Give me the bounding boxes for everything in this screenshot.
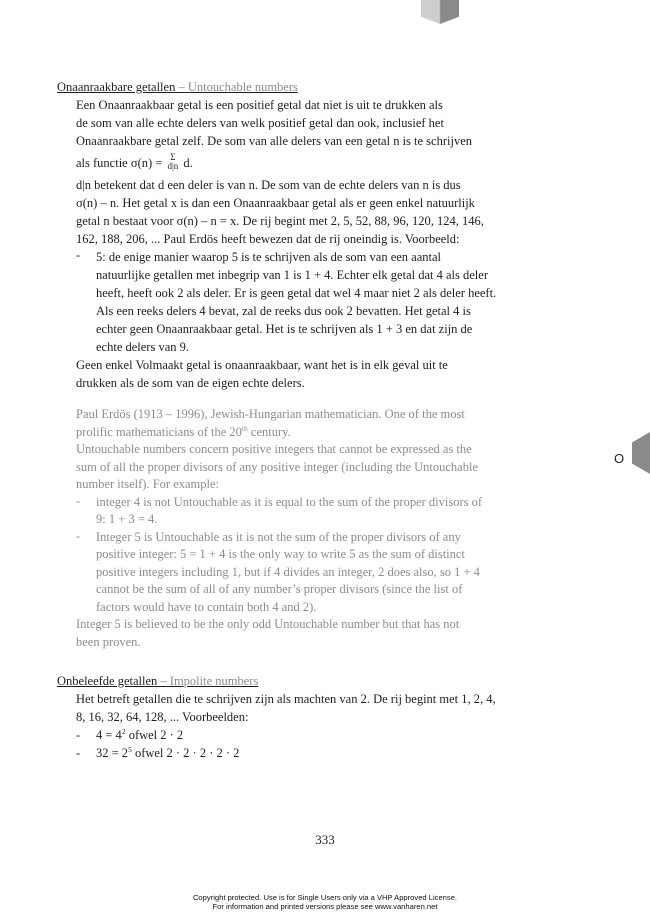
text-line: positive integer: 5 = 1 + 4 is the only way to write 5 as the sum of distinct [96, 547, 465, 561]
superscript: 5 [128, 744, 132, 754]
list-item [76, 248, 506, 356]
heading-dutch: Onaanraakbare getallen [57, 80, 176, 94]
text-line: echter geen Onaanraakbaar getal. Het is te schrijven als 1 + 3 en dat zijn de [96, 322, 473, 336]
bullet-mark: - [76, 248, 81, 262]
text-fragment: ofwel 2 · 2 · 2 · 2 · 2 [131, 746, 240, 760]
text-fragment: century. [247, 424, 291, 439]
heading-dutch: Onbeleefde getallen [57, 674, 158, 688]
sum-symbol: Σ [170, 152, 176, 163]
text-line: 5: de enige manier waarop 5 is te schrijven als de som van een aantal [96, 250, 442, 264]
untouchable-english-text [76, 406, 506, 651]
heading-english: Untouchable numbers [187, 80, 298, 94]
text-line: Integer 5 is believed to be the only odd Untouchable number but that has not [76, 617, 460, 631]
text-line [76, 424, 506, 442]
copyright-footer [0, 893, 650, 911]
text-line: σ(n) – n. Het getal x is dan een Onaanraakbaar getal als er geen enkel natuurlijk [76, 196, 475, 210]
footer-line: Copyright protected. Use is for Single Users only via a VHP Approved License. [192, 893, 458, 902]
text-line: number itself). For example: [76, 477, 220, 491]
heading-separator: – [160, 674, 167, 688]
text-line: 9: 1 + 3 = 4. [96, 512, 158, 526]
text-line: natuurlijke getallen met inbegrip van 1 is 1 + 4. Echter elk getal dat 4 als deler [96, 268, 488, 282]
footer-line: For information and printed versions please see www.vanharen.net [212, 902, 438, 911]
list-item [76, 529, 506, 617]
text-fragment: 4 = 4 [96, 728, 122, 742]
bullet-mark: - [76, 728, 81, 742]
list-item [76, 494, 506, 529]
text-line: Het betreft getallen die te schrijven zijn als machten van 2. De rij begint met 1, 2, 4, [76, 692, 496, 706]
text-line: getal n bestaat voor σ(n) – n = x. De rij begint met 2, 5, 52, 88, 96, 120, 124, 146, [76, 214, 484, 228]
text-line: echte delers van 9. [96, 340, 190, 354]
chapter-tab-side [632, 432, 650, 474]
section-heading-impolite [57, 673, 258, 689]
chapter-tab-top [421, 0, 459, 24]
text-line: sum of all the proper divisors of any positive integer (including the Untouchable [76, 459, 478, 474]
heading-english: Impolite numbers [169, 674, 259, 688]
text-line: drukken als de som van de eigen echte delers. [76, 376, 305, 390]
text-fragment: 32 = 2 [96, 746, 129, 760]
bullet-mark: - [76, 746, 81, 760]
sum-subscript: d|n [167, 161, 179, 172]
text-line: Een Onaanraakbaar getal is een positief getal dat niet is uit te drukken als [76, 98, 443, 112]
impolite-text [76, 690, 506, 762]
text-line: positive integers including 1, but if 4 divides an integer, 2 does also, so 1 + 4 [96, 564, 480, 579]
text-line: integer 4 is not Untouchable as it is equal to the sum of the proper divisors of [96, 494, 483, 509]
sum-operator [167, 153, 178, 171]
text-line: Onaanraakbare getal zelf. De som van alle delers van een getal n is te schrijven [76, 134, 473, 148]
text-line: 8, 16, 32, 64, 128, ... Voorbeelden: [76, 710, 249, 724]
text-line: Untouchable numbers concern positive integers that cannot be expressed as the [76, 442, 472, 456]
list-item [76, 726, 506, 744]
bullet-mark: - [76, 528, 81, 543]
list-item [76, 744, 506, 762]
text-line: 162, 188, 206, ... Paul Erdös heeft bewezen dat de rij oneindig is. Voorbeeld: [76, 232, 460, 246]
superscript: 2 [121, 726, 126, 736]
text-fragment: ofwel 2 · 2 [125, 728, 184, 742]
text-line: cannot be the sum of all of any number’s proper divisors (since the list of [96, 582, 463, 596]
text-line: heeft, heeft ook 2 als deler. Er is geen getal dat wel 4 maar niet 2 als deler heeft. [96, 286, 497, 300]
section-heading-untouchable [57, 79, 298, 95]
formula-prefix: als functie σ(n) = [76, 156, 163, 170]
formula-line [76, 150, 506, 176]
text-line: d|n betekent dat d een deler is van n. De som van de echte delers van n is dus [76, 178, 461, 192]
superscript: th [241, 423, 248, 433]
text-fragment: prolific mathematicians of the 20 [76, 424, 242, 439]
text-line: Geen enkel Volmaakt getal is onaanraakbaar, want het is in elk geval uit te [76, 358, 448, 372]
text-line: Als een reeks delers 4 bevat, zal de reeks dus ook 2 bevatten. Het getal 4 is [96, 304, 471, 318]
heading-separator: – [178, 80, 185, 94]
text-line: Integer 5 is Untouchable as it is not the sum of the proper divisors of any [96, 529, 461, 544]
text-line: Paul Erdös (1913 – 1996), Jewish-Hungarian mathematician. One of the most [76, 407, 465, 421]
chapter-tab-letter: O [614, 451, 625, 466]
bullet-mark: - [76, 493, 81, 508]
text-line: factors would have to contain both 4 and 2). [96, 599, 317, 614]
text-line: de som van alle echte delers van welk positief getal dan ook, inclusief het [76, 116, 444, 130]
text-line: been proven. [76, 634, 141, 649]
formula-suffix: d. [183, 156, 193, 170]
page-number: 333 [315, 832, 335, 847]
untouchable-dutch-text [76, 96, 506, 392]
